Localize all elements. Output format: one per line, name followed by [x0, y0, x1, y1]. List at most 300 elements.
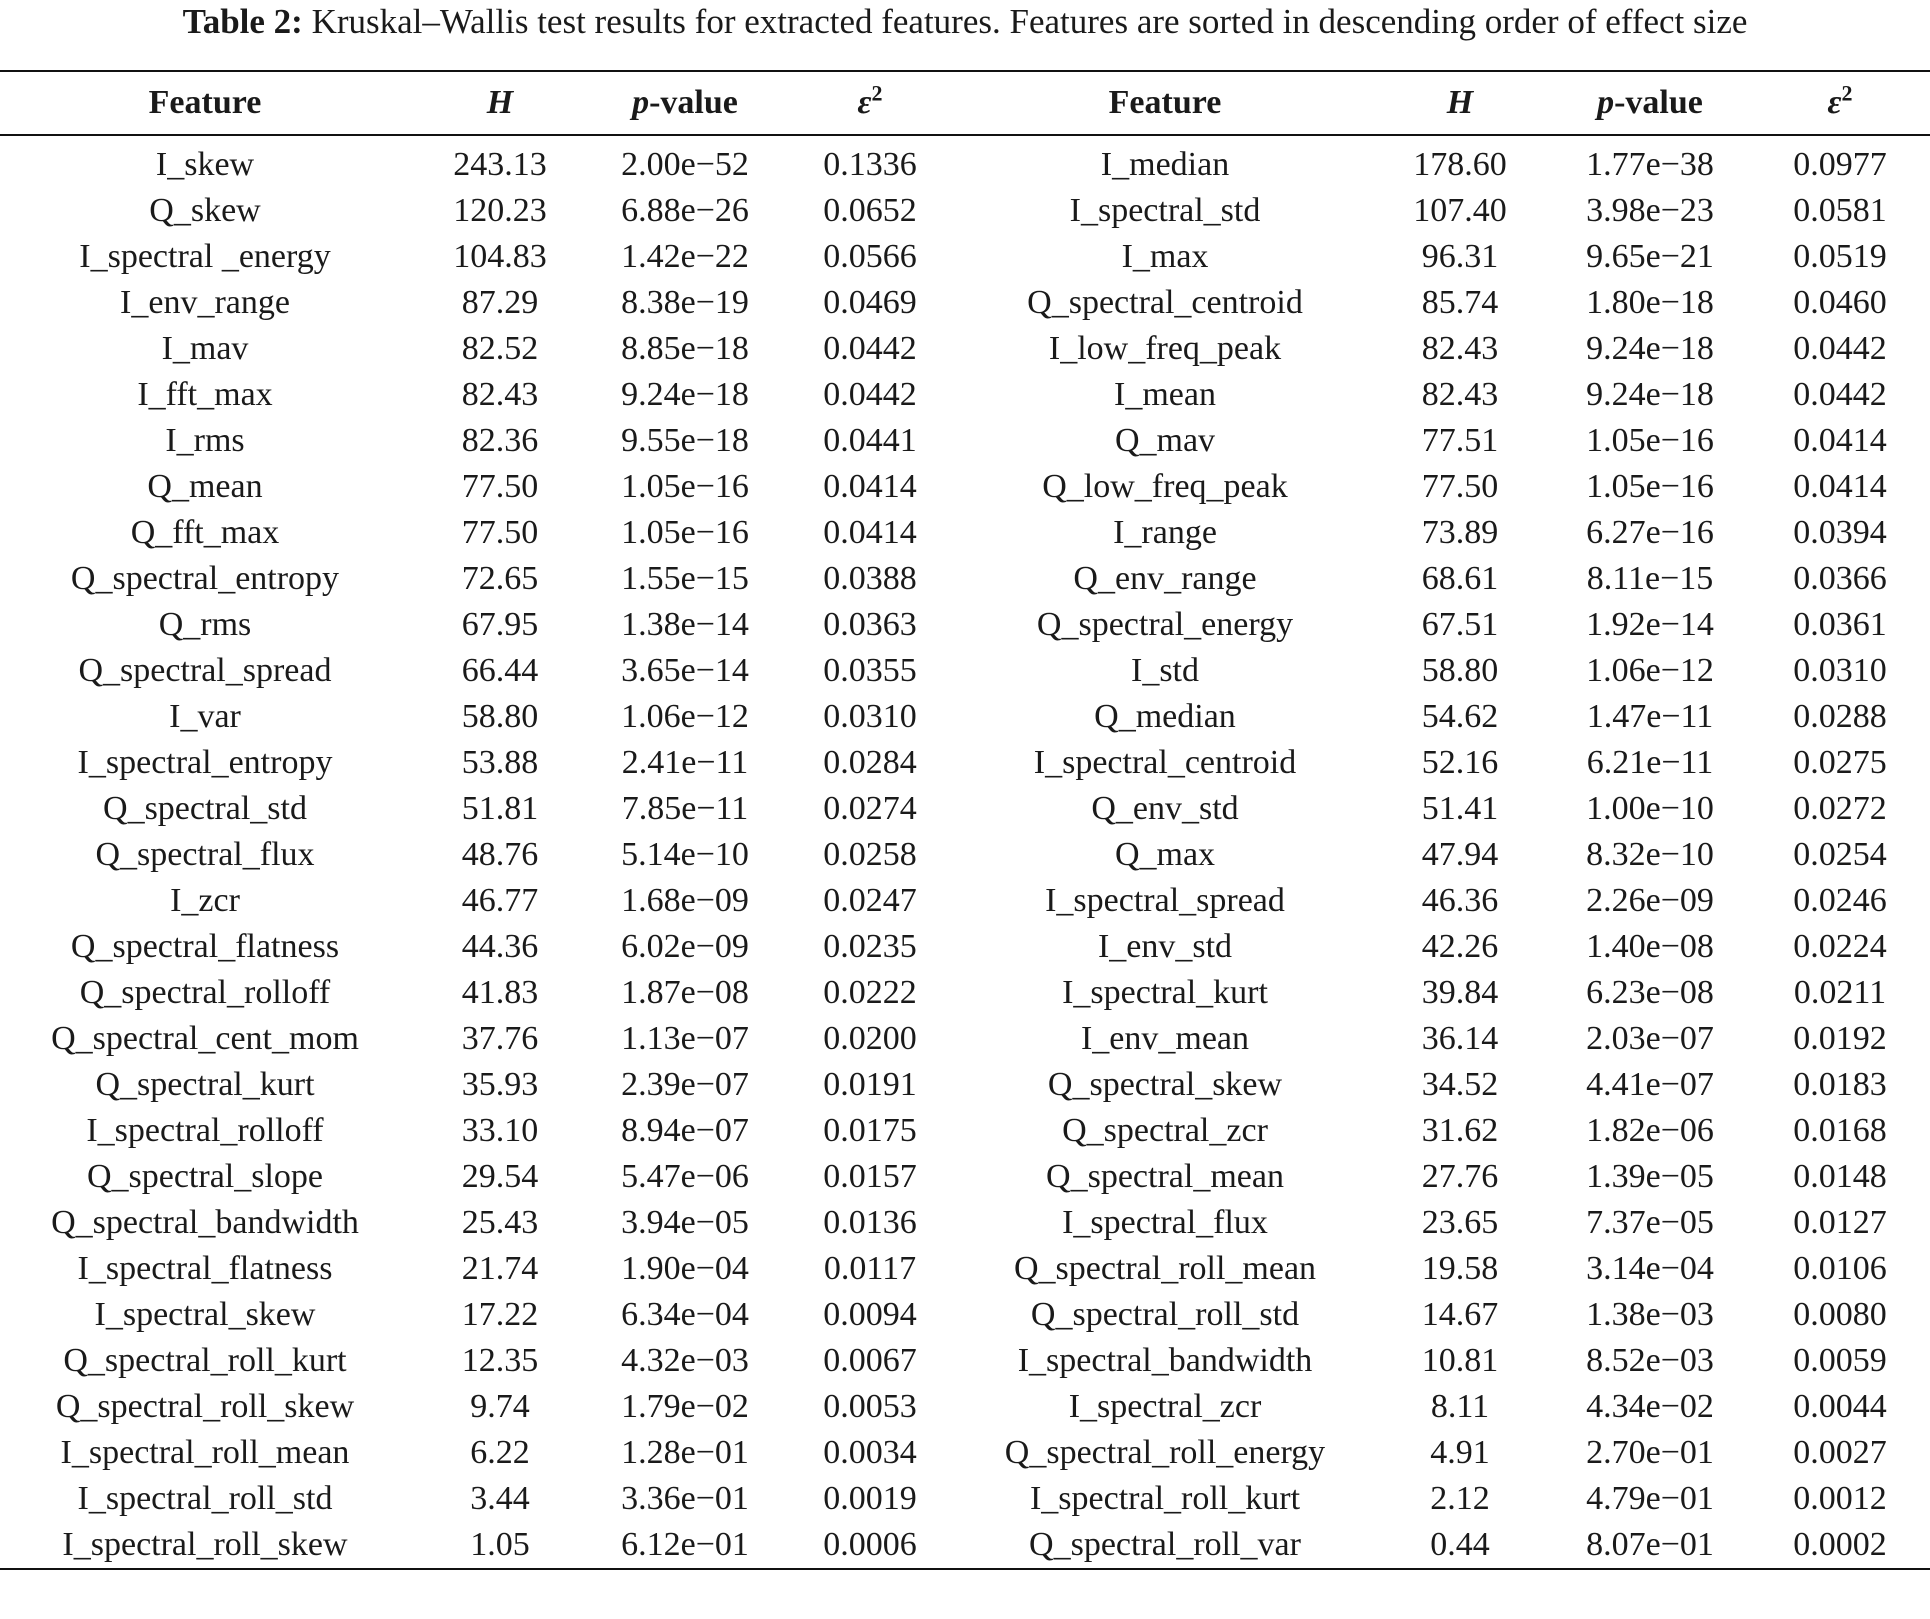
cell-epsilon-right: 0.0519 [1793, 238, 1887, 275]
cell-feature-left: I_rms [165, 422, 245, 459]
cell-epsilon-right: 0.0027 [1793, 1434, 1887, 1471]
table-row [0, 326, 1930, 372]
table-row [0, 786, 1930, 832]
cell-feature-right: Q_max [1114, 836, 1216, 873]
cell-feature-left: Q_rms [158, 606, 252, 643]
cell-pvalue-left: 3.65e−14 [621, 652, 749, 689]
cell-feature-right: I_env_std [1097, 928, 1233, 965]
cell-feature-right: I_max [1121, 238, 1209, 275]
table-row [0, 372, 1930, 418]
cell-h-right: 107.40 [1413, 192, 1507, 229]
cell-epsilon-left: 0.1336 [823, 146, 917, 183]
cell-feature-left: Q_spectral_entropy [70, 560, 340, 597]
cell-epsilon-left: 0.0469 [823, 284, 917, 321]
cell-pvalue-right: 2.26e−09 [1586, 882, 1714, 919]
cell-feature-right: Q_mav [1114, 422, 1216, 459]
cell-epsilon-left: 0.0355 [823, 652, 917, 689]
cell-h-left: 82.52 [461, 330, 539, 367]
cell-epsilon-left: 0.0175 [823, 1112, 917, 1149]
cell-h-right: 82.43 [1421, 330, 1499, 367]
cell-feature-right: Q_spectral_roll_std [1030, 1296, 1300, 1333]
cell-epsilon-left: 0.0414 [823, 468, 917, 505]
cell-pvalue-right: 2.03e−07 [1586, 1020, 1714, 1057]
cell-feature-left: Q_mean [147, 468, 263, 505]
cell-feature-left: I_spectral_roll_mean [60, 1434, 350, 1471]
cell-feature-left: I_spectral_rolloff [86, 1112, 324, 1149]
cell-h-right: 58.80 [1421, 652, 1499, 689]
table-row [0, 1476, 1930, 1522]
cell-h-left: 66.44 [461, 652, 539, 689]
cell-h-right: 0.44 [1430, 1526, 1490, 1563]
cell-epsilon-right: 0.0275 [1793, 744, 1887, 781]
header-p-letter: p [1597, 84, 1615, 121]
table-row [0, 556, 1930, 602]
cell-epsilon-right: 0.0442 [1793, 376, 1887, 413]
table-row [0, 418, 1930, 464]
cell-h-right: 73.89 [1421, 514, 1499, 551]
cell-epsilon-left: 0.0414 [823, 514, 917, 551]
cell-h-left: 72.65 [461, 560, 539, 597]
cell-epsilon-right: 0.0059 [1793, 1342, 1887, 1379]
header-eps-sup: 2 [1841, 80, 1853, 106]
table-row [0, 1384, 1930, 1430]
cell-feature-left: I_var [169, 698, 241, 735]
cell-feature-right: I_spectral_zcr [1068, 1388, 1262, 1425]
cell-pvalue-left: 8.85e−18 [621, 330, 749, 367]
cell-pvalue-left: 5.47e−06 [621, 1158, 749, 1195]
cell-h-left: 17.22 [461, 1296, 539, 1333]
cell-epsilon-left: 0.0258 [823, 836, 917, 873]
cell-pvalue-right: 8.52e−03 [1586, 1342, 1714, 1379]
cell-epsilon-right: 0.0224 [1793, 928, 1887, 965]
cell-h-left: 25.43 [461, 1204, 539, 1241]
cell-epsilon-left: 0.0191 [823, 1066, 917, 1103]
table-row [0, 1430, 1930, 1476]
cell-h-left: 33.10 [461, 1112, 539, 1149]
cell-pvalue-right: 4.41e−07 [1586, 1066, 1714, 1103]
cell-feature-right: Q_spectral_roll_mean [1013, 1250, 1317, 1287]
cell-feature-left: Q_spectral_kurt [95, 1066, 315, 1103]
table-row [0, 464, 1930, 510]
cell-feature-left: Q_spectral_cent_mom [51, 1020, 359, 1057]
cell-feature-left: Q_skew [149, 192, 261, 229]
cell-h-left: 77.50 [461, 514, 539, 551]
cell-h-right: 19.58 [1421, 1250, 1499, 1287]
cell-h-left: 104.83 [453, 238, 547, 275]
header-h-left: H [486, 84, 514, 121]
cell-pvalue-left: 1.79e−02 [621, 1388, 749, 1425]
cell-h-right: 42.26 [1421, 928, 1499, 965]
cell-epsilon-right: 0.0361 [1793, 606, 1887, 643]
cell-pvalue-left: 8.38e−19 [621, 284, 749, 321]
cell-h-right: 82.43 [1421, 376, 1499, 413]
cell-pvalue-right: 3.98e−23 [1586, 192, 1714, 229]
cell-pvalue-right: 3.14e−04 [1586, 1250, 1714, 1287]
header-eps-symbol: ε [857, 84, 872, 121]
table-row [0, 832, 1930, 878]
cell-epsilon-right: 0.0012 [1793, 1480, 1887, 1517]
cell-pvalue-right: 1.82e−06 [1586, 1112, 1714, 1149]
cell-pvalue-left: 1.42e−22 [621, 238, 749, 275]
cell-feature-right: I_spectral_centroid [1033, 744, 1297, 781]
cell-pvalue-left: 1.05e−16 [621, 514, 749, 551]
cell-feature-right: Q_spectral_skew [1047, 1066, 1283, 1103]
cell-pvalue-right: 1.38e−03 [1586, 1296, 1714, 1333]
cell-epsilon-left: 0.0652 [823, 192, 917, 229]
cell-epsilon-right: 0.0211 [1793, 974, 1887, 1011]
cell-epsilon-right: 0.0414 [1793, 468, 1887, 505]
cell-epsilon-right: 0.0288 [1793, 698, 1887, 735]
cell-feature-left: Q_spectral_roll_skew [55, 1388, 355, 1425]
cell-feature-right: Q_env_range [1073, 560, 1257, 597]
cell-feature-right: I_spectral_roll_kurt [1029, 1480, 1301, 1517]
cell-epsilon-left: 0.0274 [823, 790, 917, 827]
table-row [0, 1016, 1930, 1062]
cell-epsilon-right: 0.0192 [1793, 1020, 1887, 1057]
cell-h-left: 37.76 [461, 1020, 539, 1057]
cell-h-right: 8.11 [1430, 1388, 1490, 1425]
cell-pvalue-right: 8.32e−10 [1586, 836, 1714, 873]
cell-pvalue-right: 9.24e−18 [1586, 330, 1714, 367]
cell-pvalue-left: 6.88e−26 [621, 192, 749, 229]
cell-pvalue-left: 3.36e−01 [621, 1480, 749, 1517]
cell-pvalue-right: 1.40e−08 [1586, 928, 1714, 965]
cell-h-left: 44.36 [461, 928, 539, 965]
cell-h-right: 14.67 [1421, 1296, 1499, 1333]
cell-epsilon-left: 0.0094 [823, 1296, 917, 1333]
cell-feature-right: I_spectral_kurt [1062, 974, 1268, 1011]
cell-epsilon-right: 0.0414 [1793, 422, 1887, 459]
cell-pvalue-left: 2.00e−52 [621, 146, 749, 183]
cell-pvalue-right: 4.79e−01 [1586, 1480, 1714, 1517]
cell-pvalue-right: 2.70e−01 [1586, 1434, 1714, 1471]
cell-h-left: 41.83 [461, 974, 539, 1011]
cell-feature-left: Q_spectral_roll_kurt [63, 1342, 347, 1379]
cell-h-left: 51.81 [461, 790, 539, 827]
cell-pvalue-right: 8.11e−15 [1586, 560, 1714, 597]
cell-pvalue-right: 4.34e−02 [1586, 1388, 1714, 1425]
cell-pvalue-left: 1.90e−04 [621, 1250, 749, 1287]
cell-feature-left: Q_spectral_rolloff [79, 974, 331, 1011]
cell-h-right: 23.65 [1421, 1204, 1499, 1241]
cell-epsilon-left: 0.0235 [823, 928, 917, 965]
results-table-container [0, 70, 1930, 1570]
table-row [0, 1246, 1930, 1292]
cell-h-right: 85.74 [1421, 284, 1499, 321]
cell-feature-left: Q_fft_max [130, 514, 280, 551]
cell-pvalue-left: 1.05e−16 [621, 468, 749, 505]
cell-pvalue-left: 2.39e−07 [621, 1066, 749, 1103]
cell-epsilon-left: 0.0566 [823, 238, 917, 275]
header-p-suffix: -value [649, 84, 738, 121]
cell-feature-left: I_zcr [170, 882, 240, 919]
cell-feature-right: I_env_mean [1080, 1020, 1250, 1057]
cell-feature-right: I_range [1113, 514, 1217, 551]
cell-feature-right: Q_spectral_mean [1046, 1158, 1284, 1195]
cell-pvalue-left: 9.55e−18 [621, 422, 749, 459]
cell-epsilon-left: 0.0284 [823, 744, 917, 781]
table-row [0, 924, 1930, 970]
cell-pvalue-left: 1.38e−14 [621, 606, 749, 643]
cell-pvalue-right: 1.05e−16 [1586, 468, 1714, 505]
cell-pvalue-right: 1.00e−10 [1586, 790, 1714, 827]
cell-feature-left: Q_spectral_std [103, 790, 307, 827]
cell-pvalue-right: 7.37e−05 [1586, 1204, 1714, 1241]
cell-epsilon-left: 0.0363 [823, 606, 917, 643]
cell-feature-right: Q_median [1094, 698, 1236, 735]
table-row [0, 135, 1930, 188]
cell-h-left: 1.05 [470, 1526, 530, 1563]
cell-h-right: 67.51 [1421, 606, 1499, 643]
cell-feature-right: Q_env_std [1091, 790, 1239, 827]
cell-epsilon-right: 0.0254 [1793, 836, 1887, 873]
cell-feature-right: Q_low_freq_peak [1042, 468, 1288, 505]
cell-h-right: 31.62 [1421, 1112, 1499, 1149]
cell-feature-right: I_median [1100, 146, 1230, 183]
cell-feature-right: Q_spectral_centroid [1027, 284, 1303, 321]
table-row [0, 740, 1930, 786]
cell-pvalue-right: 1.92e−14 [1586, 606, 1714, 643]
table-row [0, 602, 1930, 648]
cell-feature-left: I_fft_max [137, 376, 273, 413]
table-row [0, 234, 1930, 280]
cell-h-right: 47.94 [1421, 836, 1499, 873]
cell-feature-right: I_spectral_bandwidth [1017, 1342, 1313, 1379]
cell-feature-left: I_spectral_roll_std [77, 1480, 333, 1517]
cell-epsilon-left: 0.0200 [823, 1020, 917, 1057]
cell-feature-left: I_spectral_flatness [77, 1250, 333, 1287]
table-row [0, 1154, 1930, 1200]
header-epsilon-left [780, 71, 960, 135]
cell-pvalue-right: 1.77e−38 [1586, 146, 1714, 183]
cell-h-left: 6.22 [470, 1434, 530, 1471]
cell-epsilon-left: 0.0053 [823, 1388, 917, 1425]
cell-epsilon-left: 0.0247 [823, 882, 917, 919]
table-row [0, 280, 1930, 326]
cell-pvalue-right: 1.39e−05 [1586, 1158, 1714, 1195]
cell-epsilon-left: 0.0034 [823, 1434, 917, 1471]
cell-feature-right: I_mean [1114, 376, 1216, 413]
cell-h-right: 96.31 [1421, 238, 1499, 275]
cell-pvalue-left: 9.24e−18 [621, 376, 749, 413]
table-row [0, 878, 1930, 924]
cell-h-left: 46.77 [461, 882, 539, 919]
header-epsilon-right [1750, 71, 1930, 135]
header-eps-sup: 2 [871, 80, 883, 106]
cell-h-right: 46.36 [1421, 882, 1499, 919]
cell-h-left: 12.35 [461, 1342, 539, 1379]
cell-pvalue-left: 5.14e−10 [621, 836, 749, 873]
cell-epsilon-right: 0.0168 [1793, 1112, 1887, 1149]
cell-h-left: 77.50 [461, 468, 539, 505]
cell-h-left: 120.23 [453, 192, 547, 229]
cell-epsilon-left: 0.0006 [823, 1526, 917, 1563]
cell-pvalue-left: 4.32e−03 [621, 1342, 749, 1379]
cell-feature-left: I_spectral_entropy [77, 744, 333, 781]
cell-h-right: 10.81 [1421, 1342, 1499, 1379]
cell-pvalue-left: 1.06e−12 [621, 698, 749, 735]
header-eps-symbol: ε [1827, 84, 1842, 121]
cell-feature-left: I_skew [155, 146, 255, 183]
cell-h-left: 82.43 [461, 376, 539, 413]
cell-feature-left: Q_spectral_flatness [70, 928, 340, 965]
cell-pvalue-right: 6.27e−16 [1586, 514, 1714, 551]
table-row [0, 1062, 1930, 1108]
table-caption-text: Kruskal–Wallis test results for extracted features. Features are sorted in descending order of effect size [302, 2, 1748, 41]
cell-epsilon-left: 0.0441 [823, 422, 917, 459]
header-h-right: H [1446, 84, 1474, 121]
cell-epsilon-right: 0.0977 [1793, 146, 1887, 183]
cell-h-left: 58.80 [461, 698, 539, 735]
cell-epsilon-right: 0.0246 [1793, 882, 1887, 919]
table-row [0, 188, 1930, 234]
cell-h-left: 9.74 [470, 1388, 530, 1425]
header-p-suffix: -value [1614, 84, 1703, 121]
cell-feature-right: Q_spectral_energy [1036, 606, 1294, 643]
header-row [0, 71, 1930, 135]
cell-pvalue-left: 1.68e−09 [621, 882, 749, 919]
table-header [0, 71, 1930, 135]
cell-h-left: 243.13 [453, 146, 547, 183]
cell-epsilon-left: 0.0442 [823, 330, 917, 367]
table-caption [0, 0, 1930, 44]
cell-pvalue-left: 6.34e−04 [621, 1296, 749, 1333]
cell-epsilon-right: 0.0080 [1793, 1296, 1887, 1333]
cell-pvalue-right: 8.07e−01 [1586, 1526, 1714, 1563]
cell-epsilon-left: 0.0019 [823, 1480, 917, 1517]
header-pvalue-left [590, 71, 780, 135]
cell-feature-right: I_spectral_spread [1045, 882, 1285, 919]
cell-pvalue-right: 9.24e−18 [1586, 376, 1714, 413]
cell-h-right: 34.52 [1421, 1066, 1499, 1103]
cell-epsilon-right: 0.0442 [1793, 330, 1887, 367]
cell-epsilon-right: 0.0106 [1793, 1250, 1887, 1287]
table-row [0, 510, 1930, 556]
cell-epsilon-left: 0.0157 [823, 1158, 917, 1195]
cell-epsilon-right: 0.0127 [1793, 1204, 1887, 1241]
table-row [0, 1292, 1930, 1338]
cell-feature-left: Q_spectral_spread [78, 652, 332, 689]
table-body [0, 135, 1930, 1569]
cell-h-left: 53.88 [461, 744, 539, 781]
table-row [0, 970, 1930, 1016]
cell-feature-left: Q_spectral_flux [95, 836, 315, 873]
cell-h-right: 54.62 [1421, 698, 1499, 735]
cell-feature-right: Q_spectral_roll_energy [1004, 1434, 1326, 1471]
cell-feature-right: I_low_freq_peak [1048, 330, 1282, 367]
cell-epsilon-right: 0.0044 [1793, 1388, 1887, 1425]
table-row [0, 1522, 1930, 1569]
cell-epsilon-left: 0.0388 [823, 560, 917, 597]
cell-feature-right: Q_spectral_roll_var [1029, 1526, 1301, 1563]
cell-h-right: 77.50 [1421, 468, 1499, 505]
header-pvalue-right [1550, 71, 1750, 135]
table-row [0, 694, 1930, 740]
cell-h-right: 36.14 [1421, 1020, 1499, 1057]
cell-feature-right: I_spectral_flux [1062, 1204, 1268, 1241]
cell-epsilon-right: 0.0581 [1793, 192, 1887, 229]
cell-epsilon-right: 0.0310 [1793, 652, 1887, 689]
cell-h-left: 67.95 [461, 606, 539, 643]
table-row [0, 1338, 1930, 1384]
cell-feature-right: Q_spectral_zcr [1062, 1112, 1268, 1149]
cell-pvalue-right: 1.80e−18 [1586, 284, 1714, 321]
table-row [0, 1200, 1930, 1246]
cell-epsilon-right: 0.0460 [1793, 284, 1887, 321]
cell-epsilon-left: 0.0067 [823, 1342, 917, 1379]
cell-epsilon-right: 0.0272 [1793, 790, 1887, 827]
cell-h-left: 29.54 [461, 1158, 539, 1195]
cell-h-left: 3.44 [470, 1480, 530, 1517]
cell-h-left: 87.29 [461, 284, 539, 321]
cell-feature-left: I_spectral_roll_skew [62, 1526, 348, 1563]
cell-h-left: 35.93 [461, 1066, 539, 1103]
cell-pvalue-right: 1.06e−12 [1586, 652, 1714, 689]
cell-epsilon-left: 0.0310 [823, 698, 917, 735]
header-p-letter: p [632, 84, 650, 121]
cell-epsilon-left: 0.0442 [823, 376, 917, 413]
table-row [0, 1108, 1930, 1154]
cell-pvalue-left: 1.13e−07 [621, 1020, 749, 1057]
cell-epsilon-left: 0.0222 [823, 974, 917, 1011]
cell-pvalue-right: 6.21e−11 [1586, 744, 1714, 781]
cell-pvalue-left: 6.02e−09 [621, 928, 749, 965]
cell-feature-left: Q_spectral_bandwidth [51, 1204, 359, 1241]
table-row [0, 648, 1930, 694]
cell-pvalue-left: 7.85e−11 [621, 790, 749, 827]
cell-pvalue-left: 8.94e−07 [621, 1112, 749, 1149]
cell-h-right: 27.76 [1421, 1158, 1499, 1195]
cell-pvalue-left: 1.87e−08 [621, 974, 749, 1011]
cell-pvalue-right: 9.65e−21 [1586, 238, 1714, 275]
cell-h-right: 68.61 [1421, 560, 1499, 597]
cell-feature-left: I_spectral _energy [79, 238, 331, 275]
cell-h-right: 178.60 [1413, 146, 1507, 183]
cell-pvalue-left: 1.28e−01 [621, 1434, 749, 1471]
cell-h-left: 82.36 [461, 422, 539, 459]
cell-epsilon-right: 0.0394 [1793, 514, 1887, 551]
cell-pvalue-left: 1.55e−15 [621, 560, 749, 597]
cell-epsilon-right: 0.0002 [1793, 1526, 1887, 1563]
kruskal-wallis-table [0, 70, 1930, 1570]
cell-pvalue-right: 1.47e−11 [1586, 698, 1714, 735]
cell-feature-left: I_mav [161, 330, 249, 367]
cell-pvalue-right: 6.23e−08 [1586, 974, 1714, 1011]
table-caption-label: Table 2: [182, 2, 303, 41]
cell-h-left: 48.76 [461, 836, 539, 873]
cell-pvalue-left: 2.41e−11 [621, 744, 749, 781]
cell-epsilon-left: 0.0136 [823, 1204, 917, 1241]
cell-epsilon-left: 0.0117 [823, 1250, 917, 1287]
cell-feature-left: I_env_range [120, 284, 290, 321]
header-feature-left: Feature [148, 84, 262, 121]
cell-feature-left: Q_spectral_slope [86, 1158, 324, 1195]
header-feature-right: Feature [1108, 84, 1222, 121]
cell-epsilon-right: 0.0183 [1793, 1066, 1887, 1103]
cell-h-right: 4.91 [1430, 1434, 1490, 1471]
cell-epsilon-right: 0.0148 [1793, 1158, 1887, 1195]
cell-h-right: 2.12 [1430, 1480, 1490, 1517]
cell-h-left: 21.74 [461, 1250, 539, 1287]
cell-pvalue-right: 1.05e−16 [1586, 422, 1714, 459]
cell-pvalue-left: 3.94e−05 [621, 1204, 749, 1241]
cell-h-right: 51.41 [1421, 790, 1499, 827]
cell-pvalue-left: 6.12e−01 [621, 1526, 749, 1563]
cell-h-right: 77.51 [1421, 422, 1499, 459]
cell-feature-left: I_spectral_skew [94, 1296, 316, 1333]
cell-h-right: 52.16 [1421, 744, 1499, 781]
cell-feature-right: I_spectral_std [1069, 192, 1261, 229]
